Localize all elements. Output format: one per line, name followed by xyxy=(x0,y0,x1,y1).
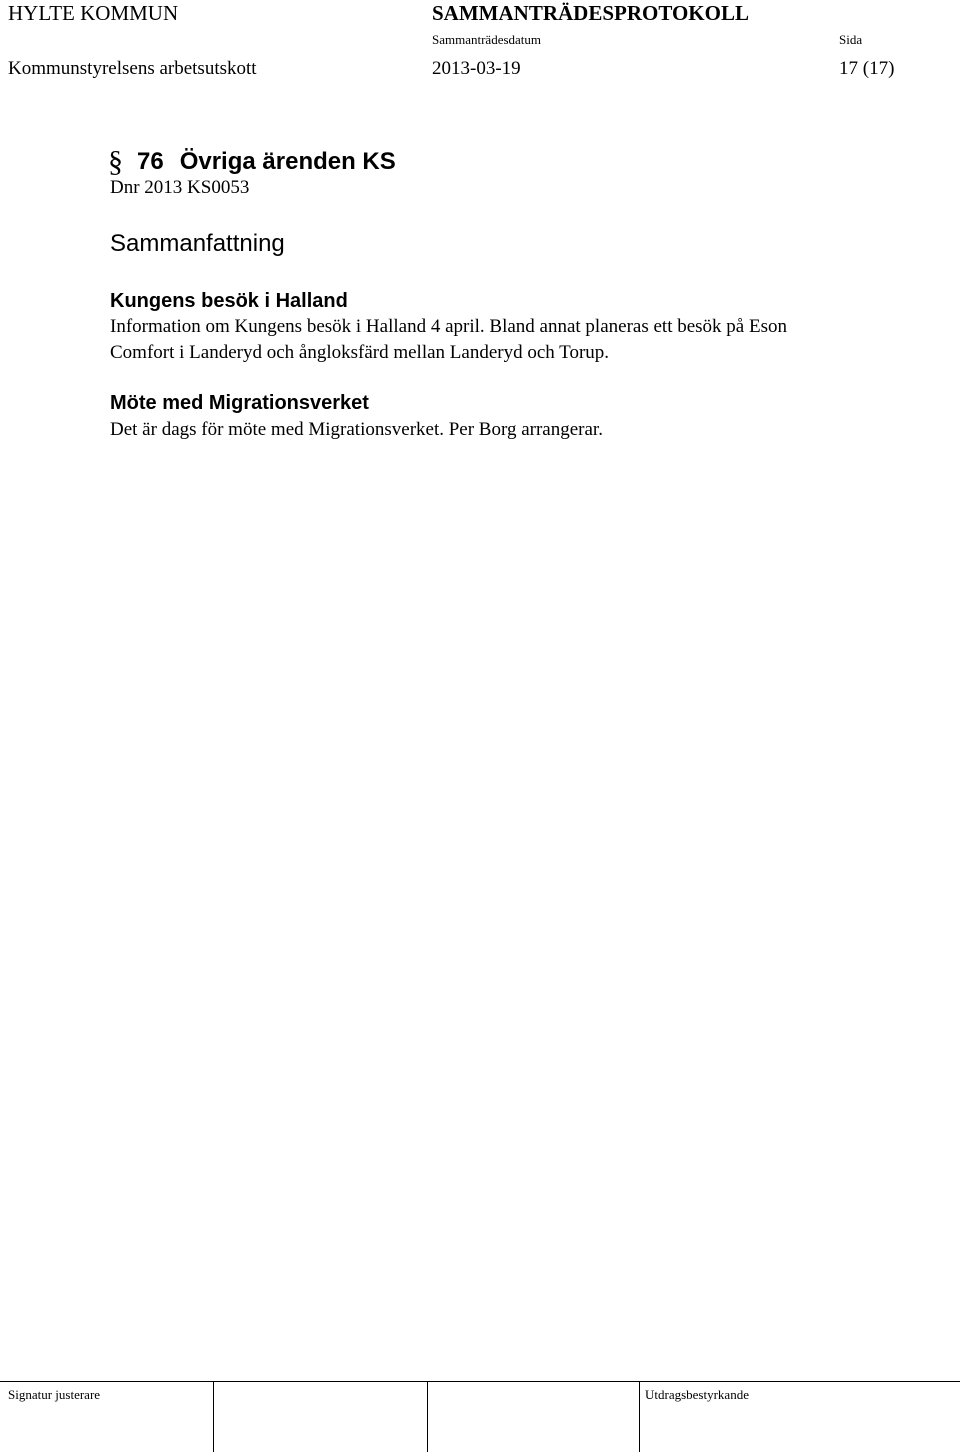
meeting-date: 2013-03-19 xyxy=(432,58,521,79)
section-heading xyxy=(108,144,396,180)
signature-label: Signatur justerare xyxy=(8,1387,101,1402)
item-text-line: Comfort i Landeryd och ångloksfärd mellan Landeryd och Torup. xyxy=(110,342,610,363)
signature-box xyxy=(213,1382,214,1452)
summary-heading: Sammanfattning xyxy=(110,230,285,257)
committee-name: Kommunstyrelsens arbetsutskott xyxy=(8,58,257,79)
signature-box xyxy=(639,1382,640,1452)
section-symbol: § xyxy=(108,145,123,178)
page-label: Sida xyxy=(839,32,863,47)
item-heading: Kungens besök i Halland xyxy=(110,290,348,312)
organization-name: HYLTE KOMMUN xyxy=(8,1,179,25)
meeting-date-label: Sammanträdesdatum xyxy=(432,32,542,47)
item-heading: Möte med Migrationsverket xyxy=(110,392,369,414)
section-title: Övriga ärenden KS xyxy=(179,148,396,175)
page-number: 17 (17) xyxy=(839,58,895,79)
registration-number: Dnr 2013 KS0053 xyxy=(110,177,250,198)
item-text-line: Det är dags för möte med Migrationsverket. Per Borg arrangerar. xyxy=(110,419,603,440)
item-text-line: Information om Kungens besök i Halland 4 april. Bland annat planeras ett besök på Eson xyxy=(110,316,787,337)
section-number: 76 xyxy=(137,148,164,175)
document-type: SAMMANTRÄDESPROTOKOLL xyxy=(432,1,749,25)
signature-table xyxy=(0,1381,960,1452)
signature-box xyxy=(427,1382,428,1452)
extract-certification-label: Utdragsbestyrkande xyxy=(645,1387,749,1402)
